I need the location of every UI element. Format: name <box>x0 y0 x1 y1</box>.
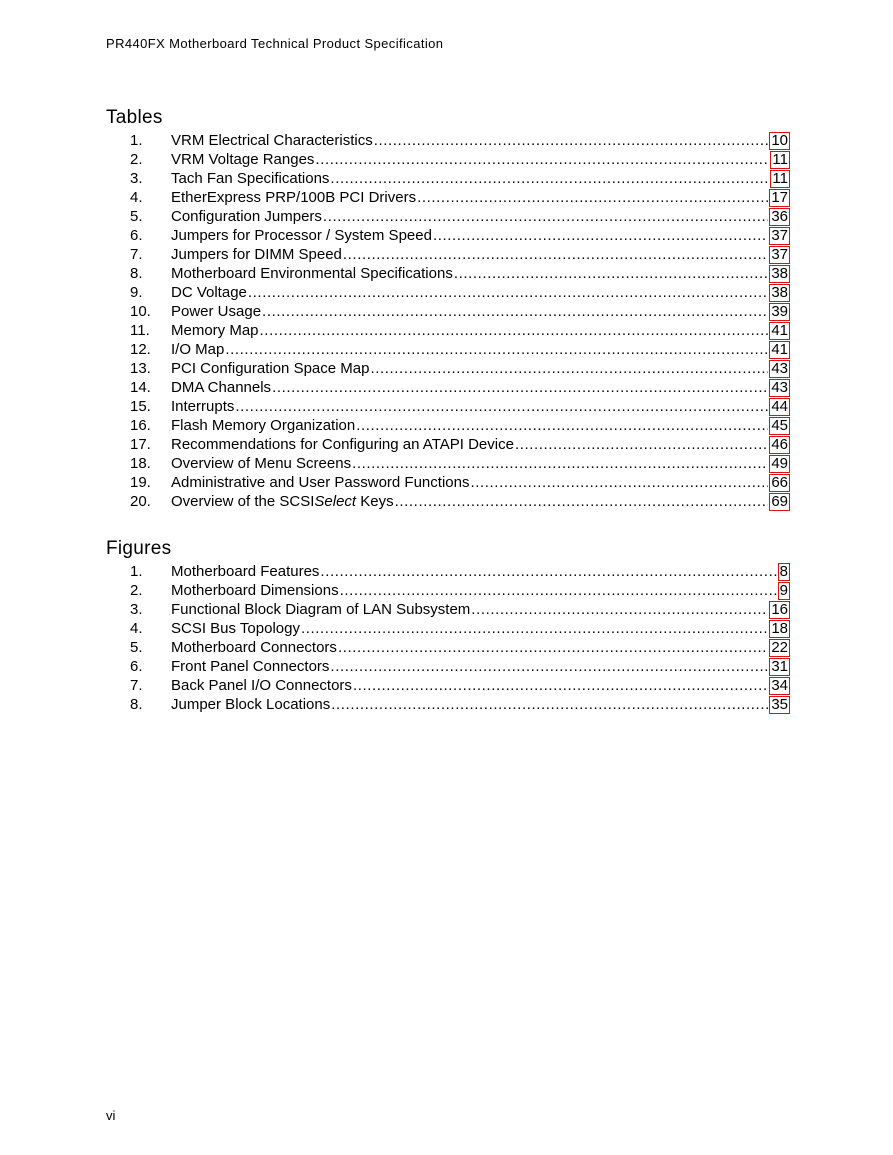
tables-entry[interactable] <box>0 264 893 283</box>
page-link[interactable]: 31 <box>771 658 788 675</box>
entry-number: 20. <box>130 493 151 510</box>
entry-number: 1. <box>130 563 143 580</box>
page-link[interactable]: 36 <box>771 208 788 225</box>
entry-number: 15. <box>130 398 151 415</box>
entry-link[interactable] <box>171 207 790 226</box>
entry-title: Motherboard Connectors <box>171 639 337 656</box>
entry-title: I/O Map <box>171 341 225 358</box>
dot-leader <box>356 416 768 435</box>
dot-leader <box>433 226 768 245</box>
page-link[interactable]: 11 <box>772 170 788 187</box>
entry-title: DMA Channels <box>171 379 272 396</box>
figures-entry[interactable] <box>0 676 893 695</box>
page-link[interactable]: 41 <box>771 322 788 339</box>
dot-leader <box>301 619 768 638</box>
entry-link[interactable] <box>171 283 790 302</box>
entry-title: VRM Voltage Ranges <box>171 151 315 168</box>
figures-entry[interactable] <box>0 562 893 581</box>
page-link[interactable]: 22 <box>771 639 788 656</box>
figures-entry[interactable] <box>0 657 893 676</box>
entry-title: DC Voltage <box>171 284 247 301</box>
tables-entry[interactable] <box>0 359 893 378</box>
tables-entry[interactable] <box>0 188 893 207</box>
entry-link[interactable] <box>171 695 790 714</box>
dot-leader <box>417 188 768 207</box>
entry-title: PCI Configuration Space Map <box>171 360 370 377</box>
entry-link[interactable] <box>171 226 790 245</box>
figures-entry[interactable] <box>0 600 893 619</box>
dot-leader <box>330 169 769 188</box>
entry-number: 16. <box>130 417 151 434</box>
page-link[interactable]: 44 <box>771 398 788 415</box>
entry-number: 2. <box>130 582 143 599</box>
entry-link[interactable] <box>171 638 790 657</box>
entry-link[interactable] <box>171 131 790 150</box>
entry-number: 18. <box>130 455 151 472</box>
dot-leader <box>320 562 776 581</box>
entry-link[interactable] <box>171 150 790 169</box>
entry-title: Recommendations for Configuring an ATAPI Device <box>171 436 514 453</box>
dot-leader <box>352 454 768 473</box>
entry-title: Interrupts <box>171 398 235 415</box>
page-link[interactable]: 37 <box>771 227 788 244</box>
tables-entry[interactable] <box>0 340 893 359</box>
figures-entry[interactable] <box>0 695 893 714</box>
entry-number: 10. <box>130 303 151 320</box>
entry-number: 1. <box>130 132 143 149</box>
entry-title: SCSI Bus Topology <box>171 620 300 637</box>
dot-leader <box>235 397 768 416</box>
entry-link[interactable] <box>171 321 790 340</box>
tables-entry[interactable] <box>0 131 893 150</box>
entry-link[interactable] <box>171 416 790 435</box>
entry-link[interactable] <box>171 302 790 321</box>
running-header: PR440FX Motherboard Technical Product Specification <box>106 36 444 51</box>
figures-entry[interactable] <box>0 638 893 657</box>
dot-leader <box>260 321 769 340</box>
dot-leader <box>338 638 768 657</box>
dot-leader <box>395 492 769 511</box>
page-number: vi <box>106 1108 116 1123</box>
entry-number: 6. <box>130 658 143 675</box>
entry-title: Flash Memory Organization <box>171 417 356 434</box>
tables-entry[interactable] <box>0 150 893 169</box>
entry-number: 5. <box>130 208 143 225</box>
entry-title: VRM Electrical Characteristics <box>171 132 373 149</box>
entry-link[interactable] <box>171 188 790 207</box>
entry-link[interactable] <box>171 676 790 695</box>
page-link[interactable]: 66 <box>771 474 788 491</box>
page-link[interactable]: 45 <box>771 417 788 434</box>
entry-link[interactable] <box>171 454 790 473</box>
page-link[interactable]: 43 <box>771 379 788 396</box>
page-link[interactable]: 18 <box>771 620 788 637</box>
entry-title: Jumpers for DIMM Speed <box>171 246 342 263</box>
entry-title: Functional Block Diagram of LAN Subsystem <box>171 601 471 618</box>
tables-entry[interactable] <box>0 435 893 454</box>
dot-leader <box>370 359 768 378</box>
entry-link[interactable] <box>171 397 790 416</box>
dot-leader <box>248 283 768 302</box>
dot-leader <box>353 676 768 695</box>
entry-title: Motherboard Dimensions <box>171 582 339 599</box>
tables-entry[interactable] <box>0 283 893 302</box>
page-link[interactable]: 34 <box>771 677 788 694</box>
entry-title: Motherboard Environmental Specifications <box>171 265 453 282</box>
entry-link[interactable] <box>171 378 790 397</box>
tables-entry[interactable] <box>0 454 893 473</box>
entry-link[interactable] <box>171 169 790 188</box>
page-link[interactable]: 17 <box>771 189 788 206</box>
figures-entry[interactable] <box>0 619 893 638</box>
entry-title: Jumpers for Processor / System Speed <box>171 227 432 244</box>
page-link[interactable]: 38 <box>771 284 788 301</box>
entry-title: EtherExpress PRP/100B PCI Drivers <box>171 189 417 206</box>
figures-entry[interactable] <box>0 581 893 600</box>
entry-number: 4. <box>130 189 143 206</box>
tables-entry[interactable] <box>0 245 893 264</box>
dot-leader <box>515 435 768 454</box>
entry-link[interactable] <box>171 264 790 283</box>
tables-entry[interactable] <box>0 473 893 492</box>
tables-entry[interactable] <box>0 302 893 321</box>
entry-number: 19. <box>130 474 151 491</box>
page-link[interactable]: 9 <box>779 582 788 599</box>
entry-link[interactable] <box>171 581 790 600</box>
entry-number: 7. <box>130 677 143 694</box>
dot-leader <box>454 264 768 283</box>
entry-title: Jumper Block Locations <box>171 696 331 713</box>
entry-number: 17. <box>130 436 151 453</box>
entry-number: 14. <box>130 379 151 396</box>
entry-title: Overview of Menu Screens <box>171 455 352 472</box>
entry-link[interactable] <box>171 492 790 511</box>
page-link[interactable]: 11 <box>772 151 788 168</box>
tables-entry[interactable] <box>0 169 893 188</box>
entry-link[interactable] <box>171 245 790 264</box>
dot-leader <box>374 131 769 150</box>
dot-leader <box>471 600 768 619</box>
entry-number: 12. <box>130 341 151 358</box>
entry-title: Back Panel I/O Connectors <box>171 677 352 694</box>
entry-title: Front Panel Connectors <box>171 658 330 675</box>
tables-entry[interactable] <box>0 207 893 226</box>
page-link[interactable]: 10 <box>771 132 788 149</box>
dot-leader <box>262 302 768 321</box>
entry-number: 11. <box>130 322 150 339</box>
dot-leader <box>343 245 768 264</box>
dot-leader <box>331 695 768 714</box>
entry-title: Overview of the SCSISelect Keys <box>171 493 394 510</box>
figures-heading: Figures <box>106 538 172 559</box>
entry-number: 6. <box>130 227 143 244</box>
dot-leader <box>315 150 769 169</box>
entry-number: 8. <box>130 696 143 713</box>
dot-leader <box>340 581 777 600</box>
page-link[interactable]: 43 <box>771 360 788 377</box>
tables-entry[interactable] <box>0 397 893 416</box>
entry-number: 13. <box>130 360 151 377</box>
entry-link[interactable] <box>171 657 790 676</box>
entry-link[interactable] <box>171 340 790 359</box>
page-link[interactable]: 35 <box>771 696 788 713</box>
entry-title: Memory Map <box>171 322 259 339</box>
page-link[interactable]: 41 <box>771 341 788 358</box>
dot-leader <box>330 657 768 676</box>
entry-title: Administrative and User Password Functions <box>171 474 470 491</box>
tables-heading: Tables <box>106 107 163 128</box>
tables-entry[interactable] <box>0 321 893 340</box>
page-link[interactable]: 16 <box>771 601 788 618</box>
entry-title: Tach Fan Specifications <box>171 170 330 187</box>
entry-number: 2. <box>130 151 143 168</box>
entry-title: Motherboard Features <box>171 563 320 580</box>
entry-link[interactable] <box>171 435 790 454</box>
entry-number: 3. <box>130 170 143 187</box>
page-link[interactable]: 49 <box>771 455 788 472</box>
entry-number: 5. <box>130 639 143 656</box>
entry-title: Configuration Jumpers <box>171 208 322 225</box>
entry-number: 7. <box>130 246 143 263</box>
dot-leader <box>323 207 768 226</box>
entry-link[interactable] <box>171 473 790 492</box>
page-link[interactable]: 37 <box>771 246 788 263</box>
tables-entry[interactable] <box>0 492 893 511</box>
page-link[interactable]: 8 <box>779 563 788 580</box>
entry-link[interactable] <box>171 562 790 581</box>
entry-number: 8. <box>130 265 143 282</box>
page-link[interactable]: 69 <box>771 493 788 510</box>
entry-title: Power Usage <box>171 303 262 320</box>
page-link[interactable]: 46 <box>771 436 788 453</box>
dot-leader <box>470 473 768 492</box>
entry-number: 4. <box>130 620 143 637</box>
entry-link[interactable] <box>171 359 790 378</box>
entry-number: 3. <box>130 601 143 618</box>
dot-leader <box>272 378 768 397</box>
tables-entry[interactable] <box>0 226 893 245</box>
entry-link[interactable] <box>171 619 790 638</box>
entry-number: 9. <box>130 284 143 301</box>
tables-entry[interactable] <box>0 378 893 397</box>
entry-link[interactable] <box>171 600 790 619</box>
page-link[interactable]: 39 <box>771 303 788 320</box>
tables-entry[interactable] <box>0 416 893 435</box>
page-link[interactable]: 38 <box>771 265 788 282</box>
dot-leader <box>225 340 768 359</box>
